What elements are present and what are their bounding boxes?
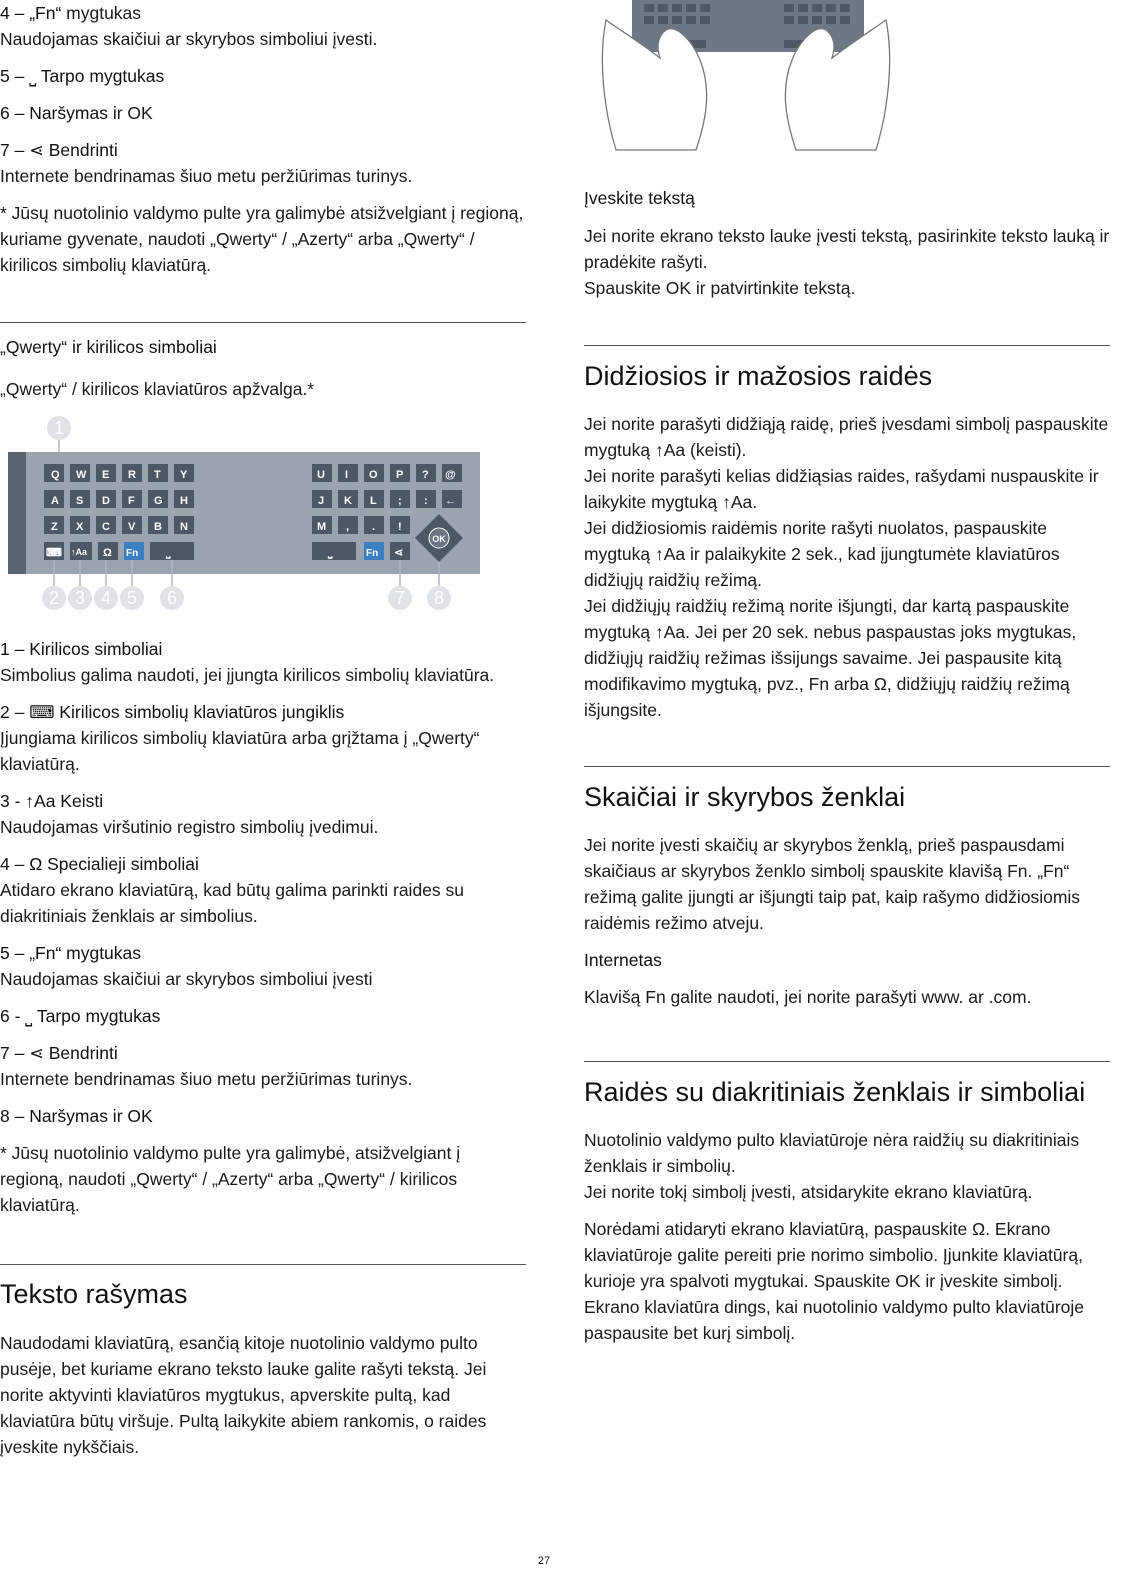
paragraph: Klavišą Fn galite naudoti, jei norite parašyti www. ar .com. (584, 987, 1032, 1007)
paragraph: Jei didžiųjų raidžių režimą norite išjungti, dar kartą paspauskite mygtuką ↑Aa. Jei per 20 sek. nebus paspaustas joks mygtukas, didžiųjų raidžių režimas išsijungs savaime. Jei paspausite kitą modifikavimo mygtuką, pvz., Fn arba Ω, didžiųjų raidžių režimą išjungsite. (584, 596, 1077, 720)
callout-6-label: 6 (166, 588, 178, 608)
paragraph: Jei norite parašyti didžiąją raidę, prieš įvesdami simbolį paspauskite mygtuką ↑Aa (keisti). (584, 414, 1109, 460)
callout-3-label: 3 (74, 588, 86, 608)
legend-label: 4 – Ω Specialieji simboliai (0, 854, 199, 874)
item-rest: mygtukas (61, 3, 142, 23)
key-label: ⎵ (328, 547, 333, 559)
item-label: 5 – ⎵ Tarpo mygtukas (0, 66, 165, 86)
divider (0, 322, 526, 323)
section-intro: „Qwerty“ / kirilicos klaviatūros apžvalga.* (0, 379, 315, 399)
key-label: ? (422, 469, 429, 481)
section-heading: Teksto rašymas (0, 1279, 188, 1309)
section-heading: Skaičiai ir skyrybos ženklai (584, 782, 906, 812)
section-heading: Raidės su diakritiniais ženklais ir simboliai (584, 1077, 1086, 1107)
legend-label: 5 – „Fn“ mygtukas (0, 943, 142, 963)
key-label: , (346, 521, 350, 533)
item-rest: ir OK (107, 103, 153, 123)
key-label: B (154, 521, 162, 533)
paragraph: Jei norite tokį simbolį įvesti, atsidarykite ekrano klaviatūrą. (584, 1182, 1033, 1202)
paragraph: Jei norite parašyti kelias didžiąsias raides, rašydami nuspauskite ir laikykite mygtuką ↑Aa. (584, 466, 1099, 512)
bottom-callouts (42, 586, 451, 610)
paragraph: Norėdami atidaryti ekrano klaviatūrą, paspauskite Ω. Ekrano klaviatūroje galite pereiti prie norimo simbolio. Įjunkite klaviatūrą, kurioje yra spalvoti mygtukai. Spauskite OK ir įveskite simbolį. Ekrano klaviatūra dings, kai nuotolinio valdymo pulto klaviatūroje paspausite bet kurį simbolį. (584, 1219, 1084, 1343)
legend-desc: Naudojamas skaičiui ar skyrybos simboliui įvesti (0, 969, 373, 989)
paragraph: Jei norite įvesti skaičių ar skyrybos ženklą, prieš paspausdami skaičiaus ar skyrybos ženklo simbolį spauskite klavišą Fn. „Fn“ režimą galite įjungti ar išjungti taip pat, kaip rašymo didžiosiomis raidėmis režimo atveju. (584, 835, 1081, 933)
item-label: 7 – ⋖ Bendrinti (0, 140, 118, 160)
note: * Jūsų nuotolinio valdymo pulte yra galimybė atsižvelgiant į regioną, kuriame gyvenate, naudoti „Qwerty“ / „Azerty“ arba „Qwerty“ / kirilicos simbolių klaviatūrą. (0, 203, 524, 275)
key-label: Q (51, 469, 60, 481)
paragraph: Jei norite ekrano teksto lauke įvesti tekstą, pasirinkite teksto lauką ir pradėkite rašyti. (584, 226, 1110, 272)
enter-text-block (584, 223, 1110, 301)
key-label: K (344, 495, 352, 507)
legend-label: 2 – ⌨ Kirilicos simbolių klaviatūros jungiklis (0, 702, 345, 722)
legend-desc: Įjungiama kirilicos simbolių klaviatūra arba grįžtama į „Qwerty“ klaviatūrą. (0, 728, 480, 774)
section-title: „Qwerty“ ir kirilicos simboliai (0, 337, 217, 357)
key-label: T (154, 469, 161, 481)
key-label: N (180, 521, 188, 533)
divider (584, 1061, 1110, 1062)
legend-desc: Internete bendrinamas šiuo metu peržiūrimas turinys. (0, 1069, 413, 1089)
key-label: U (317, 469, 325, 481)
key-label: ; (398, 495, 402, 507)
key-label: ← (445, 495, 456, 507)
key-label: . (372, 521, 376, 533)
keyboard-illustration (8, 414, 498, 614)
key-label: O (369, 469, 378, 481)
key-label: D (102, 495, 110, 507)
space-key (150, 542, 194, 560)
key-label: V (128, 521, 136, 533)
key-label: F (128, 495, 135, 507)
legend-list (0, 636, 526, 1218)
paragraph: Nuotolinio valdymo pulto klaviatūroje nėra raidžių su diakritiniais ženklais ir simbolių. (584, 1130, 1080, 1176)
keyboard-edge (8, 452, 26, 574)
hands-illustration (596, 0, 896, 156)
key-label: M (317, 521, 327, 533)
numbers-block (584, 832, 1110, 1010)
key-label: X (76, 521, 84, 533)
key-label: ⌨ (46, 547, 62, 559)
key-label: Ω (103, 547, 112, 559)
key-label: Z (51, 521, 58, 533)
key-label: Fn (126, 548, 139, 559)
key-label: L (370, 495, 377, 507)
legend-label: 6 - ⎵ Tarpo mygtukas (0, 1006, 161, 1026)
key-label: J (318, 495, 325, 507)
subsection-title: Įveskite tekstą (584, 188, 695, 208)
key-label: : (424, 495, 428, 507)
callout-5-label: 5 (126, 588, 138, 608)
key-label: A (51, 495, 59, 507)
subsection-title: Internetas (584, 950, 662, 970)
callout-2-label: 2 (48, 588, 60, 608)
divider (584, 345, 1110, 346)
keyboard-svg (8, 414, 498, 614)
paragraph: Spauskite OK ir patvirtinkite tekstą. (584, 278, 856, 298)
note: * Jūsų nuotolinio valdymo pulte yra galimybė, atsižvelgiant į regioną, naudoti „Qwerty“ / „Azerty“ arba „Qwerty“ / kirilicos klaviatūrą. (0, 1143, 461, 1215)
callout-1-label: 1 (53, 418, 65, 438)
key-label: ⎵ (166, 547, 171, 559)
section-heading: Didžiosios ir mažosios raidės (584, 361, 933, 391)
hands-svg (596, 0, 896, 156)
item-label: 4 – „Fn“ (0, 3, 62, 23)
item-desc: Naudojamas skaičiui ar skyrybos simboliui įvesti. (0, 29, 378, 49)
key-label: S (76, 495, 84, 507)
key-label: ! (398, 521, 402, 533)
ok-label: OK (432, 534, 446, 544)
key-label: R (128, 469, 136, 481)
key-label: H (180, 495, 188, 507)
key-label: P (396, 469, 404, 481)
paragraph: Jei didžiosiomis raidėmis norite rašyti nuolatos, paspauskite mygtuką ↑Aa ir palaikykite 2 sek., kad įjungtumėte klaviatūros didžiųjų raidžių režimą. (584, 518, 1060, 590)
space-key-right (312, 542, 356, 560)
divider (584, 766, 1110, 767)
key-label: C (102, 521, 110, 533)
key-label: G (154, 495, 163, 507)
caps-block (584, 411, 1110, 723)
item-desc: Internete bendrinamas šiuo metu peržiūrimas turinys. (0, 166, 413, 186)
key-label: E (102, 469, 110, 481)
legend-desc: Naudojamas viršutinio registro simbolių įvedimui. (0, 817, 379, 837)
item-label: 6 – Naršymas (0, 103, 108, 123)
key-label: W (76, 469, 87, 481)
legend-label: 3 - ↑Aa Keisti (0, 791, 104, 811)
key-label: Fn (366, 548, 379, 559)
section-body: Naudodami klaviatūrą, esančią kitoje nuotolinio valdymo pulto pusėje, bet kuriame ekrano teksto lauke galite rašyti tekstą. Jei norite aktyvinti klaviatūros mygtukus, apverskite pultą, kad klaviatūra būtų viršuje. Pultą laikykite abiem rankomis, o raides įveskite nykščiais. (0, 1333, 487, 1457)
callout-8-label: 8 (433, 588, 445, 608)
legend-label: 7 – ⋖ Bendrinti (0, 1043, 118, 1063)
legend-label: 8 – Naršymas ir OK (0, 1106, 153, 1126)
key-label: Y (180, 469, 188, 481)
diacritics-block (584, 1127, 1110, 1346)
legend-desc: Atidaro ekrano klaviatūrą, kad būtų galima parinkti raides su diakritiniais ženklais ar simbolius. (0, 880, 464, 926)
key-label: ⋖ (394, 547, 404, 559)
page-number: 27 (537, 1555, 551, 1567)
callout-4-label: 4 (100, 588, 112, 608)
divider (0, 1264, 526, 1265)
key-label: ↑Aa (71, 547, 88, 557)
legend-desc: Simbolius galima naudoti, jei įjungta kirilicos simbolių klaviatūra. (0, 665, 495, 685)
key-label: I (345, 469, 349, 481)
legend-label: 1 – Kirilicos simboliai (0, 639, 163, 659)
key-label: @ (445, 469, 456, 481)
top-list (0, 0, 528, 278)
callout-7-label: 7 (394, 588, 406, 608)
